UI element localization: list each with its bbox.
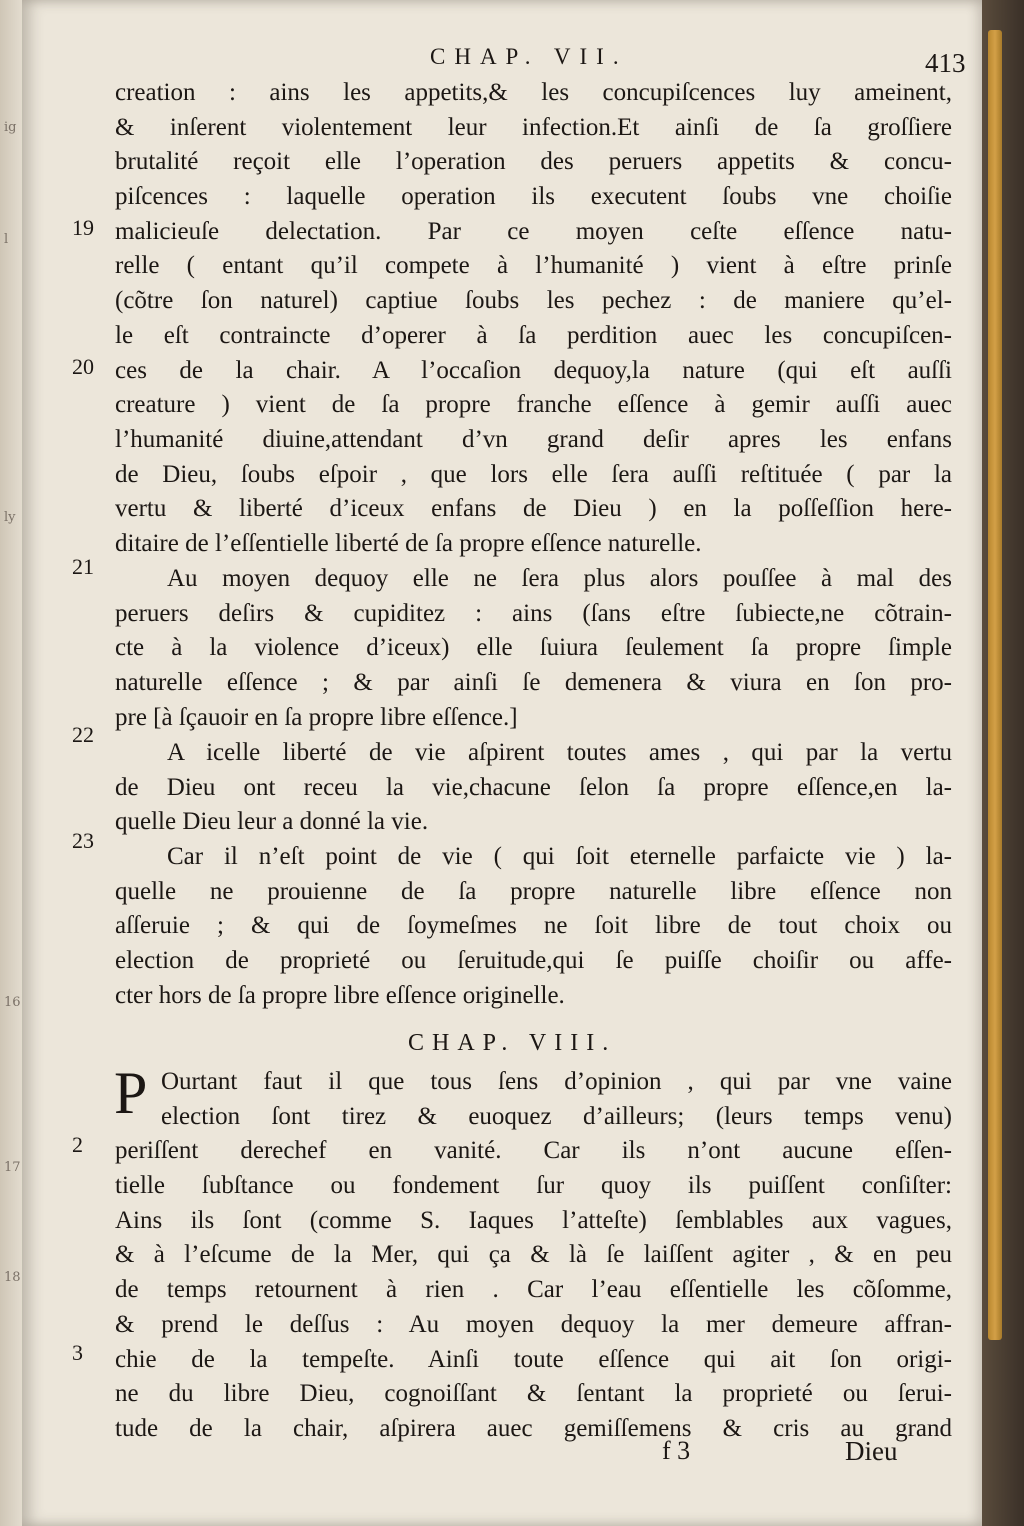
- text-line: A icelle liberté de vie aſpirent toutes ames , qui par la vertu: [167, 739, 952, 766]
- text-line: tude de la chair, aſpirera auec gemiſſemens & cris au grand: [115, 1414, 952, 1442]
- text-line: piſcences : laquelle operation ils executent ſoubs vne choiſie: [115, 183, 952, 211]
- paragraph-block-3: [115, 736, 952, 840]
- chapter-running-title: CHAP. VII.: [430, 44, 628, 69]
- paragraph-block-4: [115, 840, 952, 1013]
- verse-number: 3: [72, 1340, 83, 1365]
- gutter-strip: [0, 0, 22, 1526]
- drop-cap: P: [114, 1060, 148, 1126]
- text-line: cter hors de ſa propre libre eſſence originelle.: [115, 981, 565, 1009]
- margin-gloss: ly: [4, 510, 16, 525]
- text-line: pre [à ſçauoir en ſa propre libre eſſence.]: [115, 703, 518, 731]
- text-line: de Dieu, ſoubs eſpoir , que lors elle ſera auſſi reſtituée ( par la: [115, 460, 952, 488]
- text-line: tielle ſubſtance ou fondement ſur quoy ils puiſſent conſiſter:: [115, 1172, 952, 1200]
- margin-gloss: 16: [4, 995, 21, 1010]
- text-line: (cõtre ſon naturel) captiue ſoubs les pechez : de maniere qu’el-: [115, 287, 952, 315]
- book-edge: [982, 0, 1024, 1526]
- text-line: Ains ils ſont (comme S. Iaques l’atteſte) ſemblables aux vagues,: [115, 1206, 952, 1234]
- chapter-heading-text: CHAP. VIII.: [408, 1030, 617, 1056]
- running-head: [22, 44, 982, 78]
- catchword: Dieu: [845, 1436, 898, 1466]
- text-line: quelle Dieu leur a donné la vie.: [115, 808, 429, 836]
- text-line: chie de la tempeſte. Ainſi toute eſſence qui ait ſon origi-: [115, 1345, 952, 1373]
- verse-number: 20: [72, 354, 94, 379]
- paragraph-block-5: [114, 1060, 952, 1447]
- text-line: malicieuſe delectation. Par ce moyen ceſte eſſence natu-: [115, 217, 952, 245]
- text-line: election de proprieté ou ſeruitude,qui ſe puiſſe choiſir ou affe-: [115, 947, 952, 975]
- verse-number: 2: [72, 1132, 83, 1157]
- verse-number: 23: [72, 828, 94, 853]
- text-line: de temps retournent à rien . Car l’eau eſſentielle les cõſomme,: [115, 1276, 952, 1304]
- page-number: 413: [925, 48, 966, 78]
- text-line: le eſt contraincte d’operer à ſa perdition auec les concupiſcen-: [115, 321, 952, 349]
- margin-gloss: ig: [4, 120, 17, 135]
- text-line: Car il n’eſt point de vie ( qui ſoit eternelle parfaicte vie ) la-: [167, 843, 952, 870]
- text-line: vertu & liberté d’iceux enfans de Dieu ) en la poſſeſſion here-: [115, 495, 952, 523]
- text-line: periſſent derechef en vanité. Car ils n’ont aucune eſſen-: [115, 1137, 952, 1165]
- text-line: creature ) vient de ſa propre franche eſſence à gemir auſſi auec: [115, 391, 952, 419]
- signature-mark: f 3: [662, 1436, 691, 1465]
- verse-number: 22: [72, 722, 94, 747]
- margin-gloss: l: [4, 232, 9, 247]
- text-line: peruers deſirs & cupiditez : ains (ſans eſtre ſubiecte,ne cõtrain-: [115, 599, 952, 627]
- gilt-edge: [988, 30, 1002, 1340]
- page-footer: [22, 1436, 982, 1476]
- text-line: ces de la chair. A l’occaſion dequoy,la nature (qui eſt auſſi: [115, 356, 952, 384]
- text-line: cte à la violence d’iceux) elle ſuiura ſeulement ſa propre ſimple: [115, 634, 952, 662]
- text-line: aſſeruie ; & qui de ſoymeſmes ne ſoit libre de tout choix ou: [115, 912, 952, 940]
- text-line: Au moyen dequoy elle ne ſera plus alors pouſſee à mal des: [167, 565, 952, 592]
- paragraph-block-2: [115, 562, 952, 735]
- text-line: election ſont tirez & euoquez d’ailleurs; (leurs temps venu): [161, 1102, 952, 1130]
- margin-gloss: 17: [4, 1160, 21, 1175]
- text-line: quelle ne prouienne de ſa propre naturelle libre eſſence non: [115, 877, 952, 905]
- text-line: & prend le deſſus : Au moyen dequoy la mer demeure affran-: [115, 1310, 952, 1338]
- text-line: ne du libre Dieu, cognoiſſant & ſentant la proprieté ou ſerui-: [115, 1380, 952, 1408]
- text-line: de Dieu ont receu la vie,chacune ſelon ſa propre eſſence,en la-: [115, 773, 952, 801]
- book-page: [22, 0, 982, 1526]
- text-line: & à l’eſcume de la Mer, qui ça & là ſe laiſſent agiter , & en peu: [115, 1241, 952, 1269]
- text-line: naturelle eſſence ; & par ainſi ſe demenera & viura en ſon pro-: [115, 669, 952, 697]
- text-line: ditaire de l’eſſentielle liberté de ſa propre eſſence naturelle.: [115, 529, 702, 557]
- text-line: relle ( entant qu’il compete à l’humanité ) vient à eſtre prinſe: [115, 252, 952, 280]
- margin-gloss: 18: [4, 1270, 21, 1285]
- text-line: creation : ains les appetits,& les concupiſcences luy ameinent,: [115, 79, 952, 106]
- paragraph-block-1: [115, 76, 952, 562]
- text-line: & inſerent violentement leur infection.Et ainſi de ſa groſſiere: [115, 113, 952, 141]
- verse-number: 21: [72, 554, 94, 579]
- text-line: Ourtant faut il que tous ſens d’opinion , qui par vne vaine: [161, 1068, 952, 1095]
- verse-number: 19: [72, 215, 94, 240]
- text-line: brutalité reçoit elle l’operation des peruers appetits & concu-: [115, 148, 952, 176]
- text-line: l’humanité diuine,attendant d’vn grand deſir apres les enfans: [115, 425, 952, 453]
